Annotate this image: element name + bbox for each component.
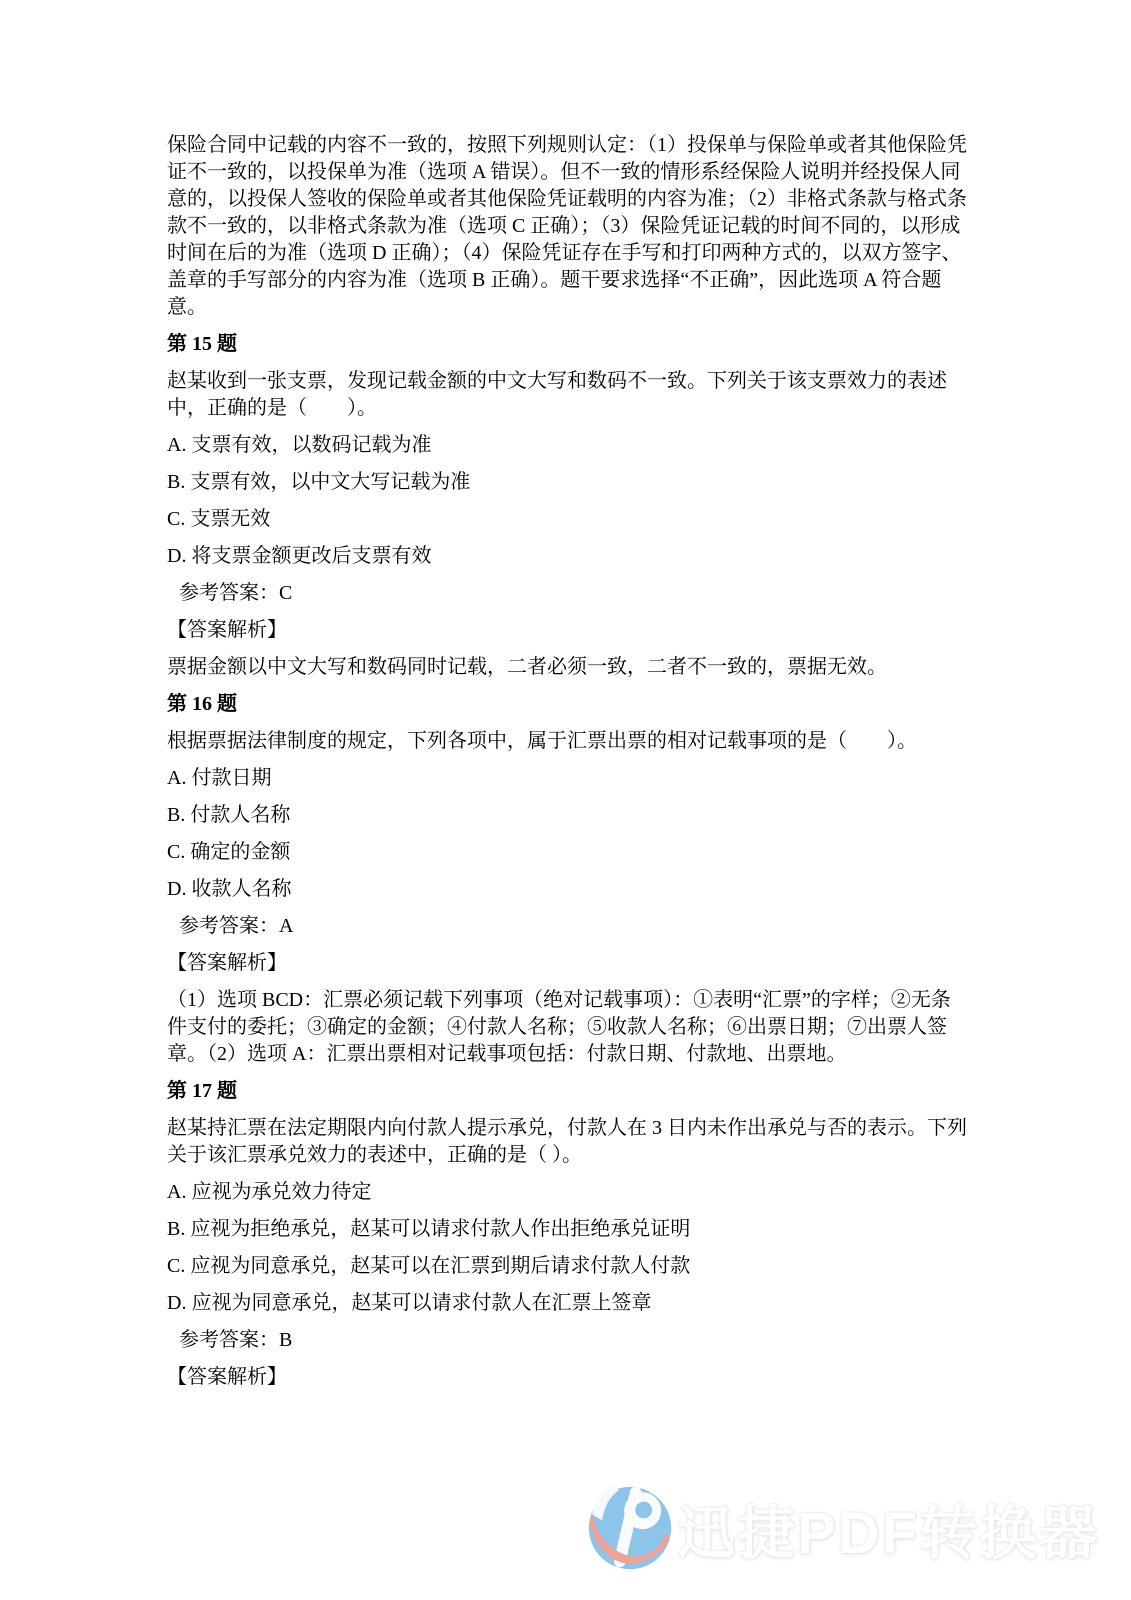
- option-c: C. 支票无效: [167, 508, 271, 530]
- pdf-converter-logo-icon: [588, 1486, 672, 1570]
- question-stem: 赵某持汇票在法定期限内向付款人提示承兑，付款人在 3 日内未作出承兑与否的表示。下列关于该汇票承兑效力的表述中，正确的是（ ）。: [167, 1117, 967, 1166]
- question-stem: 赵某收到一张支票，发现记载金额的中文大写和数码不一致。下列关于该支票效力的表述中，正确的是（ ）。: [167, 370, 947, 419]
- question-block-15: [167, 331, 967, 681]
- question-number: 第 16 题: [167, 693, 237, 715]
- question-block-17: [167, 1078, 967, 1391]
- option-a: A. 支票有效，以数码记载为准: [167, 434, 432, 456]
- question-block-16: [167, 691, 967, 1068]
- question-number: 第 15 题: [167, 333, 237, 355]
- question-number: 第 17 题: [167, 1080, 237, 1102]
- reference-answer: 参考答案：B: [179, 1329, 293, 1351]
- option-c: C. 确定的金额: [167, 841, 291, 863]
- reference-answer: 参考答案：A: [179, 915, 294, 937]
- option-a: A. 付款日期: [167, 767, 272, 789]
- logo-ribbon-white: [592, 1486, 619, 1520]
- analysis-header: 【答案解析】: [167, 952, 287, 974]
- analysis-text: 票据金额以中文大写和数码同时记载，二者必须一致，二者不一致的，票据无效。: [167, 656, 887, 678]
- logo-circle: [589, 1487, 671, 1569]
- logo-ribbon-coral: [590, 1515, 671, 1564]
- option-d: D. 应视为同意承兑，赵某可以请求付款人在汇票上签章: [167, 1292, 652, 1314]
- reference-answer: 参考答案：C: [179, 582, 293, 604]
- question-stem: 根据票据法律制度的规定，下列各项中，属于汇票出票的相对记载事项的是（ ）。: [167, 730, 917, 752]
- intro-analysis-paragraph: 保险合同中记载的内容不一致的，按照下列规则认定：（1）投保单与保险单或者其他保险凭证不一致的，以投保单为准（选项 A 错误）。但不一致的情形系经保险人说明并经投保人同意的，以投保人签收的保险单或者其他保险凭证载明的内容为准；（2）非格式条款与格式条款不一致的，以非格式条款为准（选项 C 正确）；（3）保险凭证记载的时间不同的，以形成时间在后的为准（选项 D 正确）；（4）保险凭证存在手写和打印两种方式的，以双方签字、盖章的手写部分的内容为准（选项 B 正确）。题干要求选择“不正确”，因此选项 A 符合题意。: [167, 134, 967, 318]
- option-b: B. 支票有效，以中文大写记载为准: [167, 471, 471, 493]
- option-d: D. 收款人名称: [167, 878, 292, 900]
- analysis-text: （1）选项 BCD：汇票必须记载下列事项（绝对记载事项）：①表明“汇票”的字样；②无条件支付的委托；③确定的金额；④付款人名称；⑤收款人名称；⑥出票日期；⑦出票人签章。（2）选项 A：汇票出票相对记载事项包括：付款日期、付款地、出票地。: [167, 989, 951, 1065]
- logo-letter-p: [611, 1486, 666, 1570]
- option-b: B. 付款人名称: [167, 804, 291, 826]
- option-d: D. 将支票金额更改后支票有效: [167, 545, 432, 567]
- option-a: A. 应视为承兑效力待定: [167, 1181, 372, 1203]
- option-c: C. 应视为同意承兑，赵某可以在汇票到期后请求付款人付款: [167, 1255, 691, 1277]
- analysis-header: 【答案解析】: [167, 1366, 287, 1388]
- watermark-text: 迅捷PDF转换器: [677, 1501, 1100, 1566]
- analysis-header: 【答案解析】: [167, 619, 287, 641]
- content-area: [167, 132, 967, 1401]
- option-b: B. 应视为拒绝承兑，赵某可以请求付款人作出拒绝承兑证明: [167, 1218, 691, 1240]
- watermark: [588, 1486, 1099, 1570]
